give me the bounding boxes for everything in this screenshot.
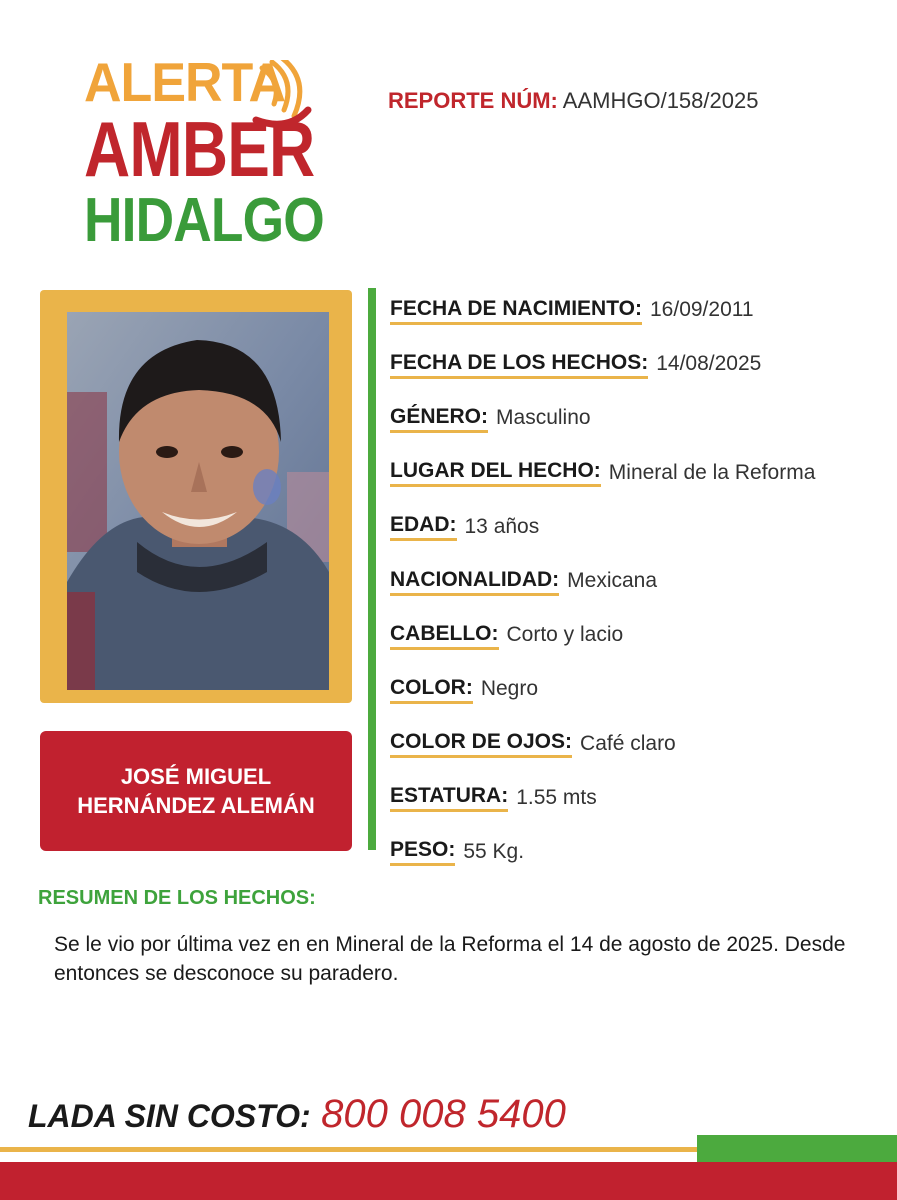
- report-label: REPORTE NÚM:: [388, 88, 558, 113]
- phone-label: LADA SIN COSTO:: [28, 1098, 311, 1134]
- field-value: Corto y lacio: [506, 623, 624, 647]
- person-name-line2: HERNÁNDEZ ALEMÁN: [77, 793, 315, 818]
- footer-green-stripe: [697, 1135, 897, 1162]
- field-label: FECHA DE LOS HECHOS:: [390, 350, 648, 379]
- missing-person-photo: [67, 312, 329, 690]
- person-name-box: [40, 731, 352, 851]
- field-value: Masculino: [496, 406, 591, 430]
- vertical-divider: [368, 288, 376, 850]
- field-label: EDAD:: [390, 512, 457, 541]
- field-event-date: [390, 337, 890, 391]
- field-value: Café claro: [580, 731, 676, 755]
- field-label: FECHA DE NACIMIENTO:: [390, 296, 642, 325]
- field-hair: [390, 608, 890, 662]
- field-value: 1.55 mts: [516, 785, 597, 809]
- field-height: [390, 771, 890, 825]
- person-details: [390, 283, 890, 879]
- report-number: [388, 88, 758, 114]
- field-label: PESO:: [390, 837, 455, 866]
- field-color: [390, 662, 890, 716]
- phone-number: 800 008 5400: [321, 1092, 566, 1136]
- field-value: Mineral de la Reforma: [608, 460, 816, 484]
- report-value: AAMHGO/158/2025: [562, 88, 759, 113]
- footer-red-band: [0, 1162, 897, 1200]
- field-value: 16/09/2011: [650, 298, 754, 322]
- field-value: Negro: [480, 677, 539, 701]
- summary-text: Se le vio por última vez en en Mineral de la Reforma el 14 de agosto de 2025. Desde entonces se desconoce su paradero.: [54, 933, 846, 985]
- field-label: GÉNERO:: [390, 404, 488, 433]
- field-value: 55 Kg.: [463, 839, 525, 863]
- field-gender: [390, 391, 890, 445]
- logo-hidalgo-text: HIDALGO: [84, 186, 324, 255]
- logo-alerta-text: ALERTA: [84, 52, 286, 114]
- person-name-line1: JOSÉ MIGUEL: [120, 764, 272, 789]
- field-label: NACIONALIDAD:: [390, 567, 559, 596]
- field-event-place: [390, 446, 890, 500]
- summary-title: RESUMEN DE LOS HECHOS:: [38, 887, 316, 909]
- field-value: 14/08/2025: [656, 352, 762, 376]
- photo-frame: [40, 290, 352, 703]
- portrait-illustration: [67, 312, 329, 690]
- field-label: ESTATURA:: [390, 783, 508, 812]
- field-nationality: [390, 554, 890, 608]
- field-label: CABELLO:: [390, 621, 499, 650]
- field-weight: [390, 825, 890, 879]
- field-birth-date: [390, 283, 890, 337]
- field-label: COLOR DE OJOS:: [390, 729, 572, 758]
- logo-amber-text: AMBER: [84, 105, 315, 193]
- field-label: COLOR:: [390, 675, 473, 704]
- field-eye-color: [390, 717, 890, 771]
- field-value: Mexicana: [567, 569, 658, 593]
- field-age: [390, 500, 890, 554]
- phone-line: [28, 1092, 566, 1137]
- field-label: LUGAR DEL HECHO:: [390, 458, 601, 487]
- footer-yellow-stripe: [0, 1147, 700, 1152]
- alerta-amber-logo: [84, 52, 324, 256]
- field-value: 13 años: [464, 514, 540, 538]
